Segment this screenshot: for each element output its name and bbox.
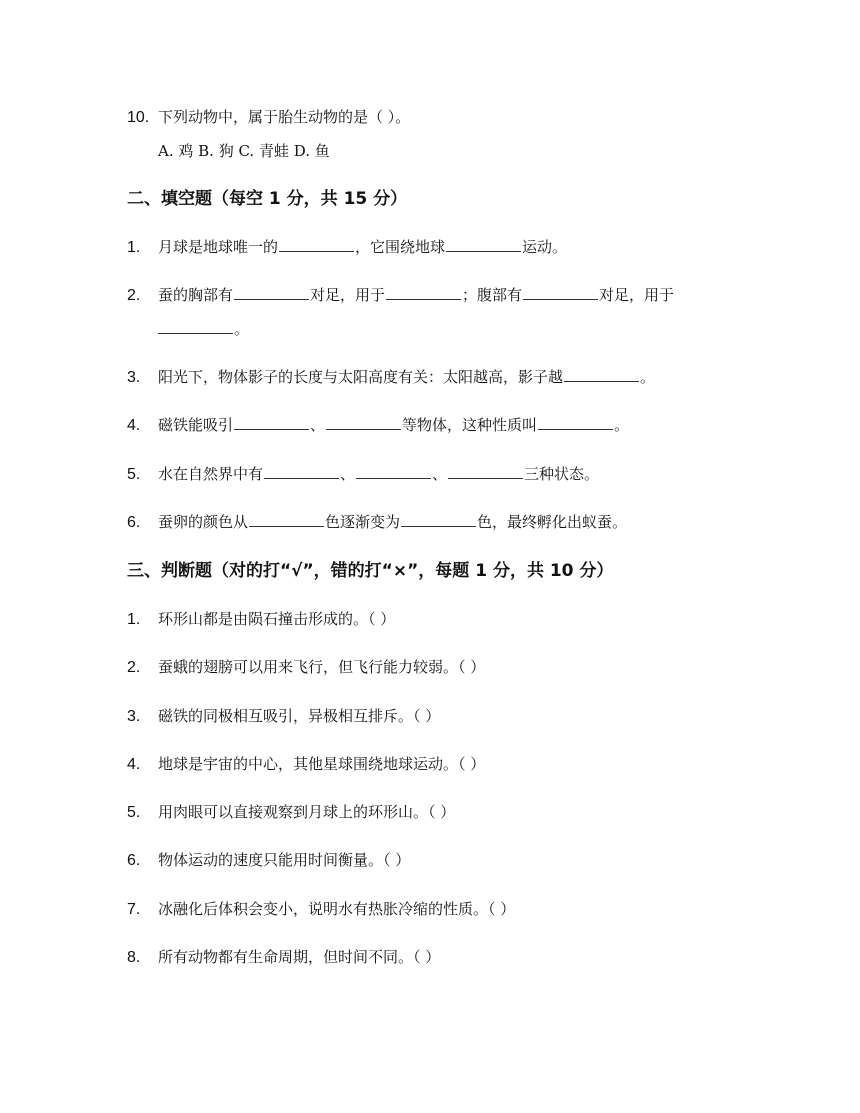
question-10-options: A. 鸡 B. 狗 C. 青蛙 D. 鱼 [158,142,330,160]
answer-blank[interactable] [448,477,523,479]
fill-item-2-continued [158,318,249,339]
judge-item-3 [127,705,440,726]
item-number: 7. [127,901,141,918]
answer-blank[interactable] [326,428,401,430]
item-text: 磁铁能吸引 [158,416,234,434]
item-text: 等物体，这种性质叫 [402,416,538,434]
item-number: 5. [127,466,141,483]
answer-blank[interactable] [401,525,476,527]
item-text: 水在自然界中有 [158,465,264,483]
fill-item-4 [127,414,629,435]
item-text: 。 [614,416,630,434]
judge-item-1 [127,608,395,629]
item-text: 运动。 [522,238,568,256]
judge-item-5 [127,801,455,822]
item-text: 色逐渐变为 [325,513,401,531]
answer-blank[interactable] [523,298,598,300]
item-number: 6. [127,514,141,531]
item-text: 磁铁的同极相互吸引，异极相互排斥。（ ） [158,707,441,725]
item-number: 2. [127,659,141,676]
item-number: 8. [127,949,141,966]
item-number: 1. [127,611,141,628]
answer-blank[interactable] [564,380,639,382]
judge-item-6 [127,849,410,870]
item-text: 阳光下，物体影子的长度与太阳高度有关：太阳越高，影子越 [158,368,564,386]
item-text: 色，最终孵化出蚁蚕。 [477,513,628,531]
judge-item-4 [127,753,485,774]
section-heading-fill-in: 二、填空题（每空 1 分，共 15 分） [127,189,408,209]
item-text: 。 [234,320,250,338]
section-heading-true-false: 三、判断题（对的打“√”，错的打“×”，每题 1 分，共 10 分） [127,561,614,581]
item-text: 物体运动的速度只能用时间衡量。（ ） [158,851,411,869]
item-text: 、 [340,465,356,483]
item-text: 冰融化后体积会变小，说明水有热胀冷缩的性质。（ ） [158,900,516,918]
item-number: 5. [127,804,141,821]
item-text: 环形山都是由陨石撞击形成的。（ ） [158,610,396,628]
item-text: 。 [640,368,656,386]
judge-item-7 [127,898,515,919]
item-number: 4. [127,417,141,434]
item-text: ；腹部有 [462,286,523,304]
item-text: 对足，用于 [599,286,675,304]
fill-item-3 [127,366,655,387]
answer-blank[interactable] [386,298,461,300]
item-number: 1. [127,239,141,256]
item-number: 3. [127,369,141,386]
question-10 [127,106,410,127]
item-text: 对足，用于 [310,286,386,304]
answer-blank[interactable] [249,525,324,527]
item-text: 用肉眼可以直接观察到月球上的环形山。（ ） [158,803,456,821]
judge-item-2 [127,656,485,677]
answer-blank[interactable] [264,477,339,479]
answer-blank[interactable] [538,428,613,430]
fill-item-2 [127,284,674,305]
item-number: 2. [127,287,141,304]
answer-blank[interactable] [356,477,431,479]
judge-item-8 [127,946,440,967]
question-number: 10. [127,109,150,126]
question-text: 下列动物中，属于胎生动物的是（ ）。 [158,108,411,126]
fill-item-1 [127,236,567,257]
item-text: 、 [310,416,326,434]
answer-blank[interactable] [446,250,521,252]
fill-item-6 [127,511,627,532]
item-number: 3. [127,708,141,725]
item-text: 月球是地球唯一的 [158,238,279,256]
item-number: 6. [127,852,141,869]
item-text: 、 [432,465,448,483]
item-text: 所有动物都有生命周期，但时间不同。（ ） [158,948,441,966]
answer-blank[interactable] [234,298,309,300]
item-text: 蚕的胸部有 [158,286,234,304]
answer-blank[interactable] [234,428,309,430]
item-text: 蚕蛾的翅膀可以用来飞行，但飞行能力较弱。（ ） [158,658,486,676]
item-number: 4. [127,756,141,773]
item-text: 蚕卵的颜色从 [158,513,249,531]
fill-item-5 [127,463,599,484]
item-text: 地球是宇宙的中心，其他星球围绕地球运动。（ ） [158,755,486,773]
item-text: ，它围绕地球 [355,238,446,256]
item-text: 三种状态。 [524,465,600,483]
answer-blank[interactable] [279,250,354,252]
answer-blank[interactable] [158,332,233,334]
